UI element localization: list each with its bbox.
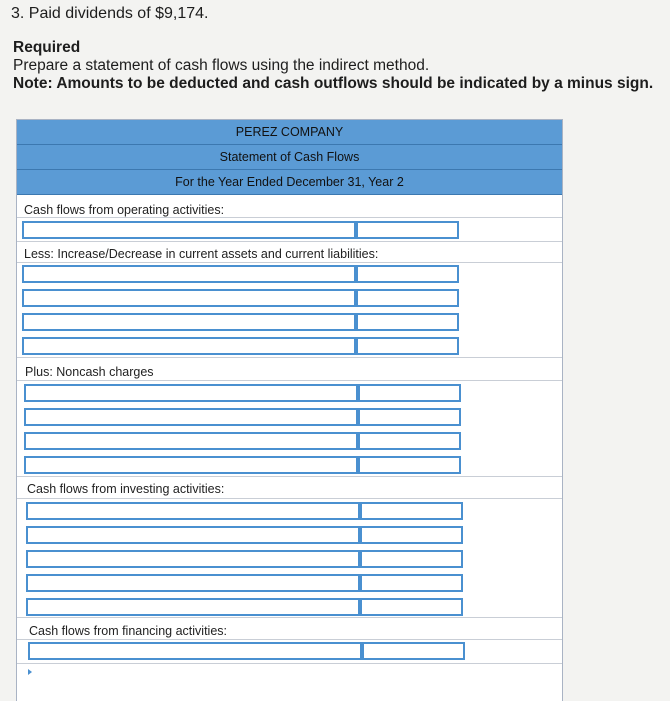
operating-activities-label: Cash flows from operating activities: — [24, 203, 225, 217]
adjustment-amount-input-4[interactable] — [356, 337, 459, 355]
adjustment-description-input-3[interactable] — [22, 313, 356, 331]
row-divider — [17, 380, 562, 381]
noncash-amount-input-3[interactable] — [358, 432, 461, 450]
noncash-amount-input-1[interactable] — [358, 384, 461, 402]
requirement-block — [13, 39, 653, 93]
adjustment-amount-input-3[interactable] — [356, 313, 459, 331]
investing-activities-label: Cash flows from investing activities: — [27, 482, 225, 496]
dropdown-caret-icon — [28, 669, 32, 675]
investing-description-input-2[interactable] — [26, 526, 360, 544]
adjustment-description-input-2[interactable] — [22, 289, 356, 307]
adjustment-description-input-1[interactable] — [22, 265, 356, 283]
row-divider — [17, 639, 562, 640]
noncash-amount-input-2[interactable] — [358, 408, 461, 426]
investing-description-input-1[interactable] — [26, 502, 360, 520]
investing-description-input-4[interactable] — [26, 574, 360, 592]
intro-text: 3. Paid dividends of $9,174. — [11, 5, 209, 22]
investing-description-input-3[interactable] — [26, 550, 360, 568]
investing-amount-input-4[interactable] — [360, 574, 463, 592]
financing-description-input-1[interactable] — [28, 642, 362, 660]
row-divider — [17, 262, 562, 263]
row-divider — [17, 217, 562, 218]
row-divider — [17, 476, 562, 477]
row-divider — [17, 617, 562, 618]
cash-flow-statement-table — [16, 119, 563, 701]
adjustment-description-input-4[interactable] — [22, 337, 356, 355]
investing-amount-input-2[interactable] — [360, 526, 463, 544]
investing-amount-input-3[interactable] — [360, 550, 463, 568]
noncash-description-input-3[interactable] — [24, 432, 358, 450]
note-text: Note: Amounts to be deducted and cash outflows should be indicated by a minus sign. — [13, 75, 654, 92]
noncash-description-input-1[interactable] — [24, 384, 358, 402]
financing-amount-input-1[interactable] — [362, 642, 465, 660]
investing-amount-input-5[interactable] — [360, 598, 463, 616]
statement-title-header: Statement of Cash Flows — [17, 145, 562, 170]
financing-activities-label: Cash flows from financing activities: — [29, 624, 227, 638]
noncash-description-input-2[interactable] — [24, 408, 358, 426]
adjustment-amount-input-1[interactable] — [356, 265, 459, 283]
adjustments-label: Less: Increase/Decrease in current assets and current liabilities: — [24, 247, 379, 261]
dropdown-caret-icon — [354, 227, 358, 233]
dropdown-caret-icon — [360, 648, 364, 654]
noncash-amount-input-4[interactable] — [358, 456, 461, 474]
row-divider — [17, 357, 562, 358]
company-name-header: PEREZ COMPANY — [17, 120, 562, 145]
required-heading: Required — [13, 39, 81, 56]
investing-description-input-5[interactable] — [26, 598, 360, 616]
investing-amount-input-1[interactable] — [360, 502, 463, 520]
instruction-text: Prepare a statement of cash flows using the indirect method. — [13, 57, 430, 74]
operating-description-input[interactable] — [22, 221, 356, 239]
noncash-charges-label: Plus: Noncash charges — [25, 365, 154, 379]
row-divider — [17, 241, 562, 242]
row-divider — [17, 663, 562, 664]
adjustment-amount-input-2[interactable] — [356, 289, 459, 307]
row-divider — [17, 498, 562, 499]
statement-period-header: For the Year Ended December 31, Year 2 — [17, 170, 562, 195]
operating-amount-input[interactable] — [356, 221, 459, 239]
noncash-description-input-4[interactable] — [24, 456, 358, 474]
